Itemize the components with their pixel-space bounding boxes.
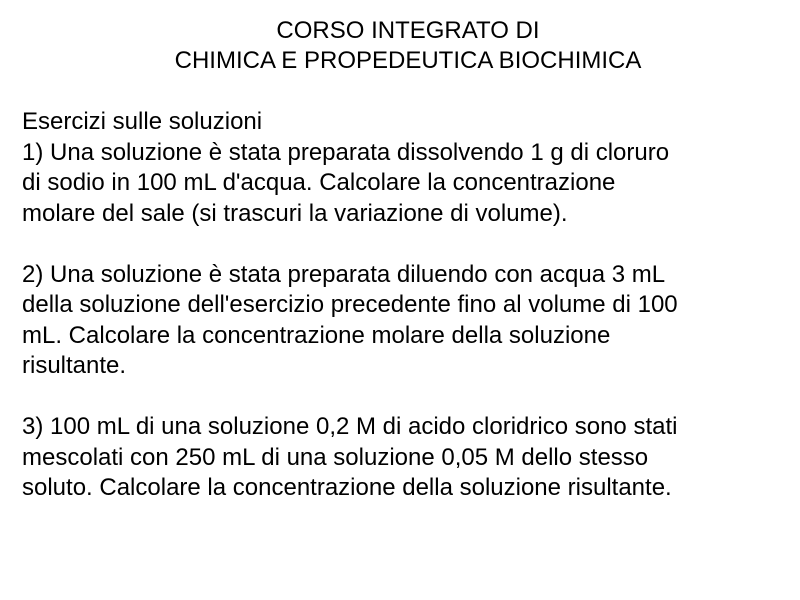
title-line-2: CHIMICA E PROPEDEUTICA BIOCHIMICA bbox=[174, 47, 642, 74]
exercise-3-line-3: soluto. Calcolare la concentrazione della soluzione risultante. bbox=[22, 474, 672, 501]
exercise-3 bbox=[22, 412, 792, 504]
exercise-1-line-1: 1) Una soluzione è stata preparata dissolvendo 1 g di cloruro bbox=[22, 138, 670, 166]
slide-body bbox=[22, 107, 792, 504]
exercise-2-line-3: mL. Calcolare la concentrazione molare della soluzione bbox=[22, 321, 611, 349]
exercise-2-line-2: della soluzione dell'esercizio precedente fino al volume di 100 bbox=[22, 291, 678, 318]
exercise-1 bbox=[22, 138, 792, 230]
paragraph-spacer bbox=[22, 382, 792, 413]
section-heading: Esercizi sulle soluzioni bbox=[22, 108, 263, 135]
paragraph-spacer bbox=[22, 229, 792, 260]
exercise-2-line-4: risultante. bbox=[22, 352, 127, 379]
title-line-1: CORSO INTEGRATO DI bbox=[276, 17, 540, 44]
exercise-3-line-2: mescolati con 250 mL di una soluzione 0,05 M dello stesso bbox=[22, 443, 649, 471]
exercise-3-line-1: 3) 100 mL di una soluzione 0,2 M di acido cloridrico sono stati bbox=[22, 413, 678, 440]
exercise-2-line-1: 2) Una soluzione è stata preparata diluendo con acqua 3 mL bbox=[22, 260, 666, 288]
slide-title bbox=[0, 16, 800, 76]
exercise-1-line-3: molare del sale (si trascuri la variazione di volume). bbox=[22, 199, 568, 227]
exercise-1-line-2: di sodio in 100 mL d'acqua. Calcolare la concentrazione bbox=[22, 169, 616, 196]
exercise-2 bbox=[22, 260, 792, 382]
